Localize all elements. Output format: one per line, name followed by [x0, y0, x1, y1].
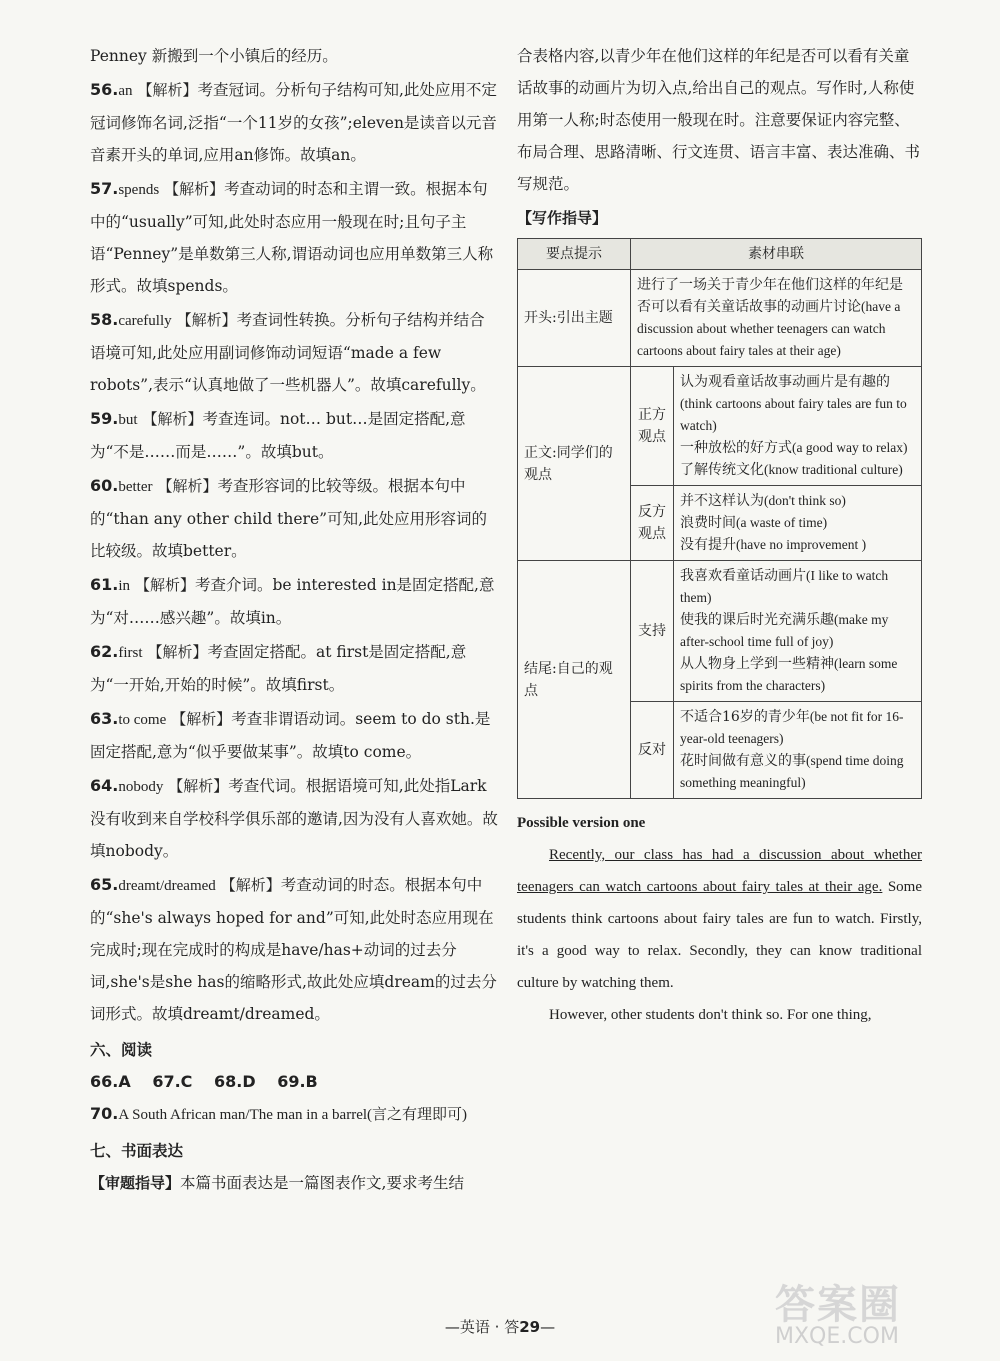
material-cn: 了解传统文化	[680, 462, 764, 478]
essay-opening-underlined: Recently, our class has had a discussion about whether teenagers can watch cartoons about fairy tales at their age.	[517, 847, 922, 895]
explanation-item	[90, 74, 500, 171]
analysis-text: 考查代词。根据语境可知,此处指Lark没有收到来自学校科学俱乐部的邀请,因为没有人喜欢她。故填nobody。	[90, 777, 498, 860]
material-line	[680, 750, 915, 794]
footer-suffix: —	[540, 1318, 556, 1336]
analysis-text: 考查介词。be interested in是固定搭配,意为“对……感兴趣”。故填in。	[90, 576, 495, 627]
essay-p1-rest: Some students think cartoons about fairy tales are fun to watch. Firstly, it's a good way to relax. Secondly, they can know traditional culture by watching them.	[517, 879, 923, 991]
answer-text: better	[118, 479, 153, 495]
analysis-tag: 【解析】	[157, 477, 218, 495]
material-line	[680, 609, 915, 653]
pro-view-label: 正方观点	[631, 367, 674, 486]
analysis-tag: 【解析】	[164, 180, 225, 198]
analysis-text: 考查非谓语动词。seem to do sth.是固定搭配,意为“似乎要做某事”。故填to come。	[90, 710, 491, 761]
watermark-text: 答案圈	[775, 1282, 901, 1328]
answer-69: 69.B	[277, 1072, 318, 1091]
oppose-content	[674, 702, 922, 799]
question-number: 57.	[90, 179, 119, 198]
material-cn: 没有提升	[680, 537, 736, 553]
analysis-tag: 【解析】	[176, 311, 237, 329]
answer-68: 68.D	[213, 1072, 256, 1091]
q70-number: 70.	[90, 1104, 119, 1123]
material-en: (a waste of time)	[736, 515, 828, 530]
analysis-text: 考查连词。not… but…是固定搭配,意为“不是……而是……”。故填but。	[90, 410, 466, 461]
material-cn: 使我的课后时光充满乐趣	[680, 612, 834, 628]
question-number: 63.	[90, 709, 119, 728]
pro-view-content	[674, 367, 922, 486]
material-en: (know traditional culture)	[764, 462, 903, 477]
answer-text: first	[118, 645, 143, 661]
watermark-url: MXQE.COM	[775, 1324, 899, 1349]
answer-text: in	[118, 578, 131, 594]
analysis-tag: 【解析】	[142, 410, 203, 428]
row-ending-label: 结尾:自己的观点	[518, 561, 631, 799]
table-header-points: 要点提示	[518, 239, 631, 270]
left-column	[90, 40, 500, 1201]
section-reading-title: 六、阅读	[90, 1041, 153, 1059]
oppose-label: 反对	[631, 702, 674, 799]
material-cn: 从人物身上学到一些精神	[680, 656, 834, 672]
material-cn: 认为观看童话故事动画片是有趣的	[680, 374, 890, 390]
reading-answers	[90, 1066, 500, 1098]
material-en: (make my after-school time full of joy)	[680, 612, 889, 649]
row-opening-label: 开头:引出主题	[518, 270, 631, 367]
explanation-item	[90, 770, 500, 867]
answer-text: an	[118, 83, 133, 99]
question-number: 59.	[90, 409, 119, 428]
material-en: (learn some spirits from the characters)	[680, 656, 898, 693]
answer-text: spends	[118, 182, 160, 198]
possible-version-title: Possible version one	[517, 815, 646, 831]
support-content	[674, 561, 922, 702]
material-cn: 并不这样认为	[680, 493, 764, 509]
explanation-item	[90, 869, 500, 1030]
material-line	[680, 534, 915, 556]
material-line	[680, 437, 915, 459]
answer-text: to come	[118, 712, 167, 728]
material-line	[680, 512, 915, 534]
answer-text: dreamt/dreamed	[118, 878, 216, 894]
material-en: (be not fit for 16-year-old teenagers)	[680, 709, 904, 746]
page-number: 29	[519, 1318, 541, 1336]
table-header-materials: 素材串联	[631, 239, 922, 270]
material-en: (a good way to relax)	[792, 440, 908, 455]
material-line	[680, 459, 915, 481]
answer-text: carefully	[118, 313, 172, 329]
answer-explanations	[90, 74, 500, 1030]
material-cn: 花时间做有意义的事	[680, 753, 806, 769]
explanation-item	[90, 470, 500, 567]
analysis-tag: 【解析】	[171, 710, 232, 728]
row-body-label: 正文:同学们的观点	[518, 367, 631, 561]
essay-paragraph-2: However, other students don't think so. For one thing,	[549, 1007, 872, 1023]
material-en: (have no improvement )	[736, 537, 867, 552]
writing-guide-table	[517, 238, 922, 799]
material-en: (I like to watch them)	[680, 568, 889, 605]
question-number: 65.	[90, 875, 119, 894]
analysis-text: 考查冠词。分析句子结构可知,此处应用不定冠词修饰名词,泛指“一个11岁的女孩”;eleven是读音以元音音素开头的单词,应用an修饰。故填an。	[90, 81, 497, 164]
review-guide-text: 本篇书面表达是一篇图表作文,要求考生结	[180, 1174, 464, 1192]
answer-66: 66.A	[90, 1072, 131, 1091]
analysis-text: 考查词性转换。分析句子结构并结合语境可知,此处应用副词修饰动词短语“made a few robots”,表示“认真地做了一些机器人”。故填carefully。	[90, 311, 486, 394]
right-column	[517, 40, 922, 1031]
analysis-tag: 【解析】	[168, 777, 229, 795]
q70-text: A South African man/The man in a barrel(言之有理即可)	[118, 1107, 468, 1123]
writing-guide-tag: 【写作指导】	[517, 209, 608, 227]
con-view-label: 反方观点	[631, 486, 674, 561]
material-en: (think cartoons about fairy tales are fun to watch)	[680, 396, 907, 433]
question-number: 62.	[90, 642, 119, 661]
material-line	[680, 706, 915, 750]
opening-cn: 进行了一场关于青少年在他们这样的年纪是否可以看有关童话故事的动画片讨论	[637, 277, 903, 315]
footer-prefix: —英语 · 答	[444, 1318, 520, 1336]
material-cn: 不适合16岁的青少年	[680, 709, 810, 725]
material-cn: 一种放松的好方式	[680, 440, 792, 456]
question-number: 64.	[90, 776, 119, 795]
material-en: (spend time doing something meaningful)	[680, 753, 904, 790]
material-line	[680, 371, 915, 437]
review-guide-continued: 合表格内容,以青少年在他们这样的年纪是否可以看有关童话故事的动画片为切入点,给出自己的观点。写作时,人称使用第一人称;时态使用一般现在时。注意要保证内容完整、布局合理、思路清晰、行文连贯、语言丰富、表达准确、书写规范。	[517, 47, 921, 193]
review-guide-tag: 【审题指导】	[90, 1174, 181, 1192]
question-number: 56.	[90, 80, 119, 99]
review-guide	[90, 1167, 500, 1199]
explanation-item	[90, 403, 500, 468]
explanation-item	[90, 569, 500, 634]
row-opening-content	[631, 270, 922, 367]
con-view-content	[674, 486, 922, 561]
material-line	[680, 565, 915, 609]
question-number: 61.	[90, 575, 119, 594]
explanation-item	[90, 703, 500, 768]
watermark-logo	[775, 1273, 960, 1349]
analysis-text: 考查动词的时态和主谓一致。根据本句中的“usually”可知,此处时态应用一般现在时;且句子主语“Penney”是单数第三人称,谓语动词也应用单数第三人称形式。故填spends。	[90, 180, 494, 295]
opening-en: (have a discussion about whether teenagers can watch cartoons about fairy tales at their age)	[637, 299, 901, 358]
analysis-tag: 【解析】	[147, 643, 208, 661]
analysis-text: 考查固定搭配。at first是固定搭配,意为“一开始,开始的时候”。故填first。	[90, 643, 467, 694]
analysis-tag: 【解析】	[137, 81, 198, 99]
analysis-text: 考查形容词的比较等级。根据本句中的“than any other child there”可知,此处应用形容词的比较级。故填better。	[90, 477, 487, 560]
support-label: 支持	[631, 561, 674, 702]
explanation-item	[90, 173, 500, 302]
section-writing-title: 七、书面表达	[90, 1142, 184, 1160]
answer-text: but	[118, 412, 138, 428]
material-line	[680, 653, 915, 697]
answer-70	[90, 1098, 500, 1131]
intro-text: Penney 新搬到一个小镇后的经历。	[90, 47, 338, 65]
material-cn: 我喜欢看童话动画片	[680, 568, 806, 584]
question-number: 58.	[90, 310, 119, 329]
material-en: (don't think so)	[764, 493, 846, 508]
explanation-item	[90, 304, 500, 401]
essay-paragraph-1	[517, 839, 922, 999]
answer-67: 67.C	[152, 1072, 193, 1091]
analysis-tag: 【解析】	[134, 576, 195, 594]
question-number: 60.	[90, 476, 119, 495]
answer-text: nobody	[118, 779, 164, 795]
analysis-tag: 【解析】	[220, 876, 281, 894]
material-cn: 浪费时间	[680, 515, 736, 531]
explanation-item	[90, 636, 500, 701]
analysis-text: 考查动词的时态。根据本句中的“she's always hoped for and”可知,此处时态应用现在完成时;现在完成时的构成是have/has+动词的过去分词,she's是she has的缩略形式,故此处应填dream的过去分词形式。故填dreamt/dreamed。	[90, 876, 497, 1023]
material-line	[680, 490, 915, 512]
